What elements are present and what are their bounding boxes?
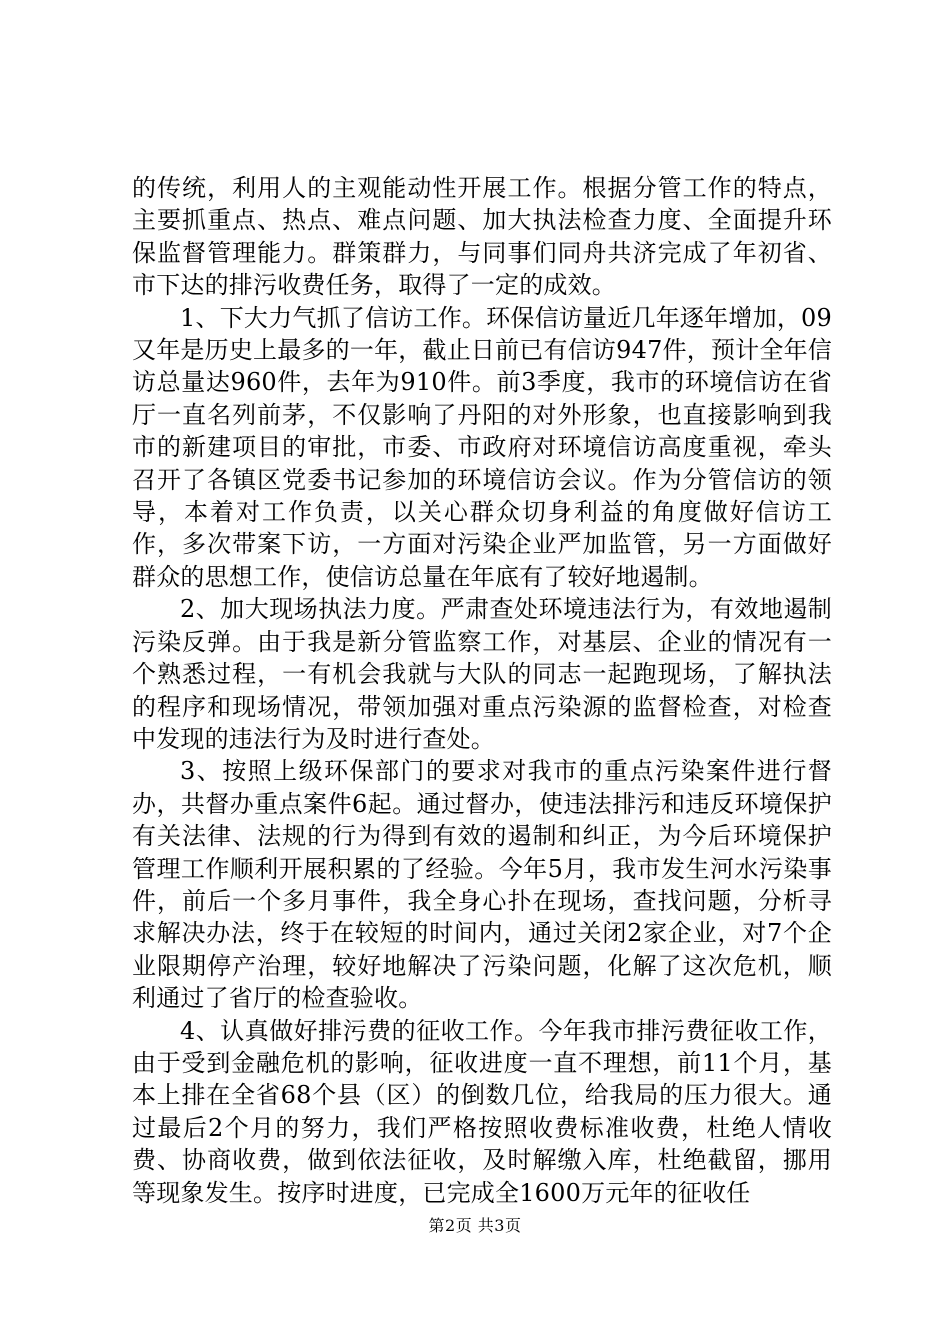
paragraph-pollution-cases: 3、按照上级环保部门的要求对我市的重点污染案件进行督办，共督办重点案件6起。通过督办，使违法排污和违反环境保护有关法律、法规的行为得到有效的遏制和纠正，为今后环境保护管理工作顺利开展积累的了经验。今年5月，我市发生河水污染事件，前后一个多月事件，我全身心扑在现场，查找问题，分析寻求解决办法，终于在较短的时间内，通过关闭2家企业，对7个企业限期停产治理，较好地解决了污染问题，化解了这次危机，顺利通过了省厅的检查验收。 (132, 757, 832, 1013)
paragraph-fee-collection: 4、认真做好排污费的征收工作。今年我市排污费征收工作，由于受到金融危机的影响，征收进度一直不理想，前11个月，基本上排在全省68个县（区）的倒数几位，给我局的压力很大。通过最后2个月的努力，我们严格按照收费标准收费，杜绝人情收费、协商收费，做到依法征收，及时解缴入库，杜绝截留，挪用等现象发生。按序时进度，已完成全1600万元年的征收任 (132, 1016, 832, 1207)
paragraph-onsite-enforcement: 2、加大现场执法力度。严肃查处环境违法行为，有效地遏制污染反弹。由于我是新分管监察工作，对基层、企业的情况有一个熟悉过程，一有机会我就与大队的同志一起跑现场，了解执法的程序和现场情况，带领加强对重点污染源的监督检查，对检查中发现的违法行为及时进行查处。 (132, 595, 832, 753)
paragraph-continuation: 的传统，利用人的主观能动性开展工作。根据分管工作的特点，主要抓重点、热点、难点问题、加大执法检查力度、全面提升环保监督管理能力。群策群力，与同事们同舟共济完成了年初省、市下达的排污收费任务，取得了一定的成效。 (132, 174, 832, 300)
paragraph-petition-work: 1、下大力气抓了信访工作。环保信访量近几年逐年增加，09又年是历史上最多的一年，截止日前已有信访947件，预计全年信访总量达960件，去年为910件。前3季度，我市的环境信访在省厅一直名列前茅，不仅影响了丹阳的对外形象，也直接影响到我市的新建项目的审批，市委、市政府对环境信访高度重视，牵头召开了各镇区党委书记参加的环境信访会议。作为分管信访的领导，本着对工作负责，以关心群众切身利益的角度做好信访工作，多次带案下访，一方面对污染企业严加监管，另一方面做好群众的思想工作，使信访总量在年底有了较好地遏制。 (132, 303, 832, 591)
page-number-footer: 第2页 共3页 (428, 1216, 522, 1235)
document-body (132, 172, 832, 1209)
